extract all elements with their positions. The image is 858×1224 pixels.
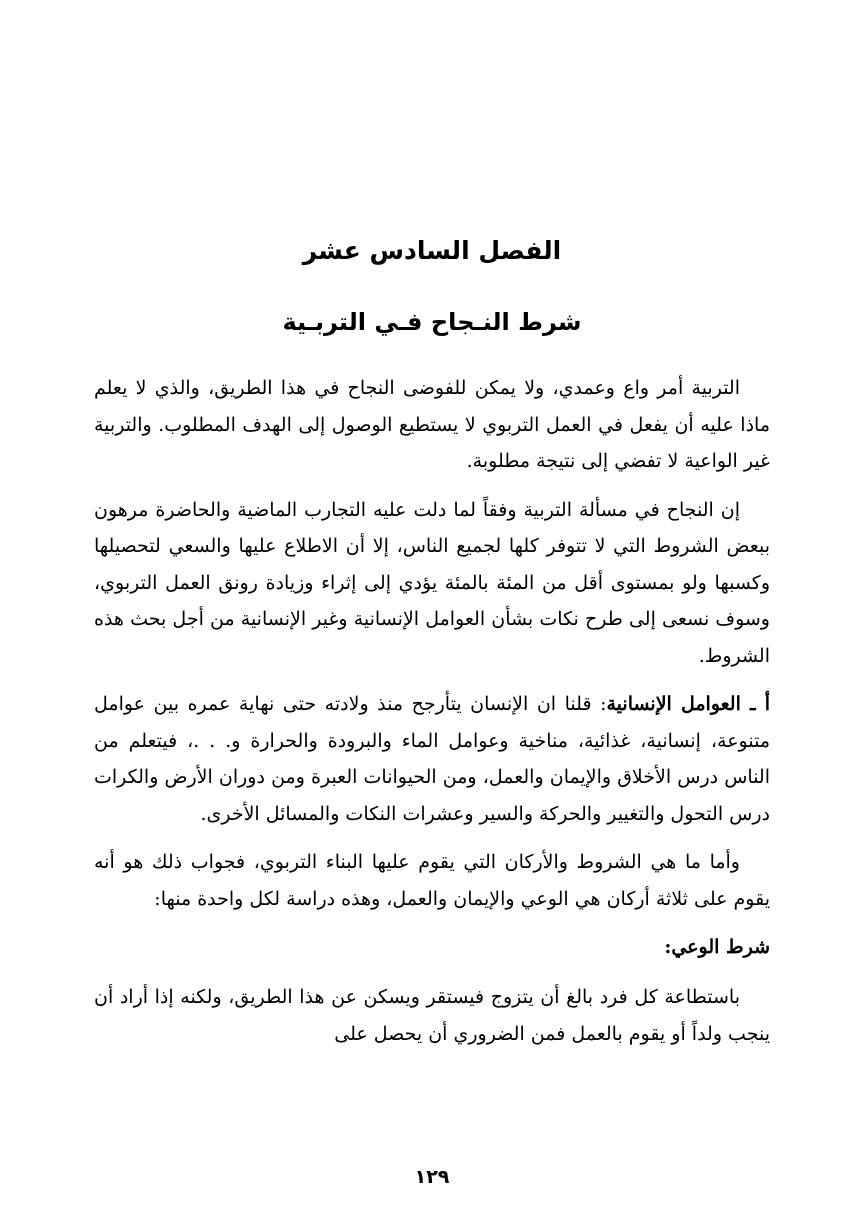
human-factors-heading: أ ـ العوامل الإنسانية: [606, 693, 770, 715]
paragraph-pillars: وأما ما هي الشروط والأركان التي يقوم عليها البناء التربوي، فجواب ذلك هو أنه يقوم على ثلاثة أركان هي الوعي والإيمان والعمل، وهذه دراسة لكل واحدة منها:: [94, 851, 770, 910]
body-text: [94, 370, 770, 1064]
paragraph-human-factors: [94, 686, 770, 832]
chapter-title: الفصل السادس عشر: [302, 236, 562, 265]
page-number: ١٢٩: [414, 1166, 450, 1188]
book-page: [94, 0, 770, 1224]
paragraph-intro: التربية أمر واع وعمدي، ولا يمكن للفوضى النجاح في هذا الطريق، والذي لا يعلم ماذا عليه أن يفعل في العمل التربوي لا يستطيع الوصول إلى الهدف المطلوب. والتربية غير الواعية لا تفضي إلى نتيجة مطلوبة.: [94, 377, 770, 472]
chapter-subtitle: شرط النـجاح فـي التربـية: [282, 308, 582, 336]
section-heading-awareness: شرط الوعي:: [664, 936, 770, 958]
paragraph-success-conditions: إن النجاح في مسألة التربية وفقاً لما دلت عليه التجارب الماضية والحاضرة مرهون ببعض الشروط التي لا تتوفر كلها لجميع الناس، إلا أن الاطلاع عليها والسعي لتحصيلها وكسبها ولو بمستوى أقل من المئة بالمئة يؤدي إلى إثراء وزيادة رونق العمل التربوي، وسوف نسعى إلى طرح نكات بشأن العوامل الإنسانية وغير الإنسانية من أجل بحث هذه الشروط.: [94, 498, 770, 667]
human-factors-text: : قلنا ان الإنسان يتأرجح منذ ولادته حتى نهاية عمره بين عوامل متنوعة، إنسانية، غذائية، مناخية وعوامل الماء والبرودة والحرارة و. . .، فيتعلم من الناس درس الأخلاق والإيمان والعمل، ومن الحيوانات العبرة ومن دوران الأرض والكرات درس التحول والتغيير والحركة والسير وعشرات النكات والمسائل الأخرى.: [94, 693, 770, 825]
paragraph-awareness: باستطاعة كل فرد بالغ أن يتزوج فيستقر ويسكن عن هذا الطريق، ولكنه إذا أراد أن ينجب ولداً أو يقوم بالعمل فمن الضروري أن يحصل على: [94, 986, 770, 1045]
